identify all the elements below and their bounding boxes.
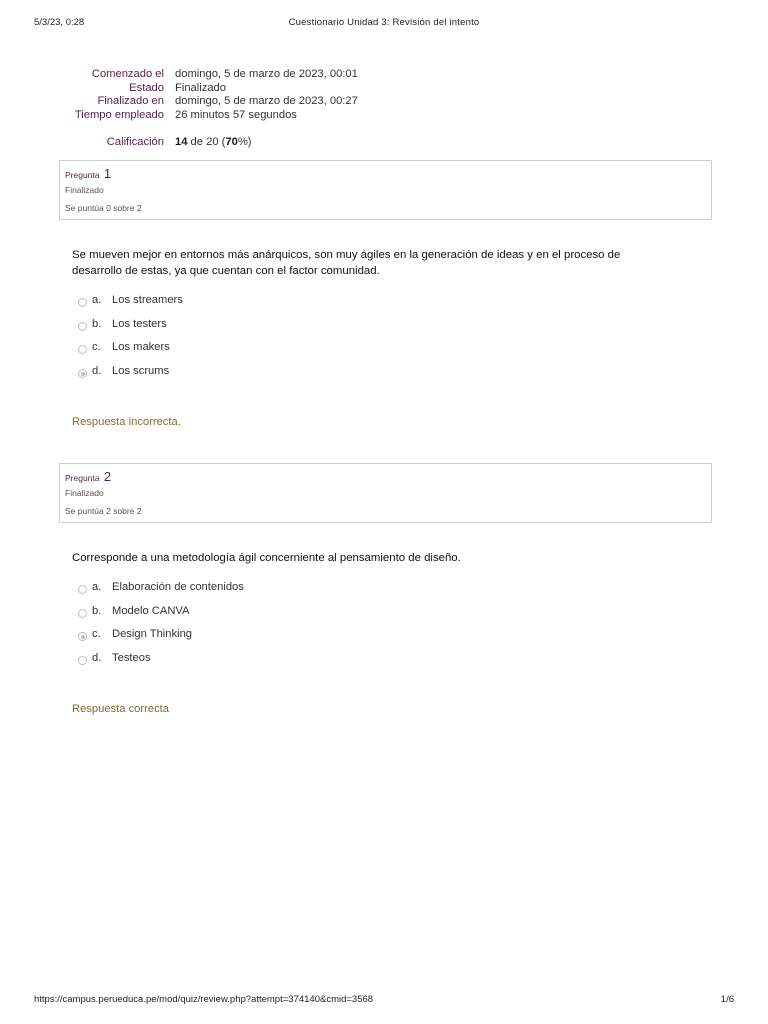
summary-row-finished [60,95,480,109]
answer-letter: b. [92,317,102,330]
radio-button-selected[interactable] [78,369,87,378]
question-num: 1 [103,166,112,181]
summary-label: Finalizado en [97,95,164,108]
answer-option[interactable] [76,318,476,342]
radio-button[interactable] [78,322,87,331]
attempt-summary [60,68,480,149]
question-state: Finalizado [65,488,104,498]
grade-end: %) [237,135,252,148]
question-text-1: Se mueven mejor en entornos más anárquicos, son muy ágiles en la generación de ideas y en el proceso de desarrollo de estas, ya que cuentan con el factor comunidad. [72,249,621,277]
question-label: Pregunta [65,170,100,180]
radio-button[interactable] [78,345,87,354]
question-info-2 [59,463,712,523]
answer-letter: c. [92,628,101,641]
answer-list-1 [76,294,476,389]
answer-option[interactable] [76,365,476,389]
answer-text: Testeos [112,652,151,665]
feedback-2: Respuesta correcta [72,703,170,715]
summary-row-state [60,82,480,96]
print-title: Cuestionario Unidad 3: Revisión del intento [288,17,480,28]
answer-text: Elaboración de contenidos [112,581,244,593]
summary-row-time [60,109,480,136]
grade-score: 14 [175,135,188,148]
answer-option[interactable] [76,605,476,629]
question-number [65,166,111,181]
answer-option[interactable] [76,652,476,676]
answer-letter: a. [92,294,102,306]
radio-button[interactable] [78,609,87,618]
print-date: 5/3/23, 0:28 [34,17,85,28]
radio-button-selected[interactable] [78,632,87,641]
answer-letter: b. [92,604,102,617]
answer-letter: d. [92,652,102,665]
answer-text: Los scrums [112,365,170,378]
answer-text: Modelo CANVA [112,604,190,617]
answer-option[interactable] [76,628,476,652]
answer-letter: d. [92,365,102,378]
answer-text: Los streamers [112,294,183,306]
answer-option[interactable] [76,294,476,318]
summary-label: Calificación [106,135,164,148]
print-url: https://campus.perueduca.pe/mod/quiz/review.php?attempt=374140&cmid=3568 [34,994,374,1005]
summary-value: domingo, 5 de marzo de 2023, 00:01 [175,68,358,80]
answer-text: Design Thinking [112,628,193,641]
answer-option[interactable] [76,581,476,605]
page-number: 1/6 [720,994,734,1005]
summary-value: domingo, 5 de marzo de 2023, 00:27 [175,95,358,108]
summary-value: 26 minutos 57 segundos [175,108,297,121]
question-text-2: Corresponde a una metodología ágil concerniente al pensamiento de diseño. [72,552,461,564]
answer-letter: a. [92,581,102,593]
question-label: Pregunta [65,473,100,483]
print-header [34,17,734,31]
question-num: 2 [103,469,112,484]
summary-label: Tiempo empleado [74,108,164,121]
answer-list-2 [76,581,476,676]
answer-option[interactable] [76,341,476,365]
question-grade: Se puntúa 0 sobre 2 [65,203,142,213]
print-footer [34,994,734,1008]
question-grade: Se puntúa 2 sobre 2 [65,506,142,516]
question-info-1 [59,160,712,220]
summary-row-started [60,68,480,82]
summary-value: Finalizado [175,81,226,94]
answer-text: Los testers [112,317,167,330]
summary-value [175,136,252,150]
answer-text: Los makers [112,341,170,354]
summary-row-grade [60,136,480,150]
radio-button[interactable] [78,298,87,307]
answer-letter: c. [92,341,101,354]
summary-label: Estado [129,81,164,94]
radio-button[interactable] [78,656,87,665]
feedback-1: Respuesta incorrecta. [72,416,181,428]
question-state: Finalizado [65,185,104,195]
grade-percent: 70 [225,135,238,148]
grade-mid: de 20 ( [187,135,226,148]
question-number [65,469,111,484]
summary-label: Comenzado el [91,68,164,80]
radio-button[interactable] [78,585,87,594]
